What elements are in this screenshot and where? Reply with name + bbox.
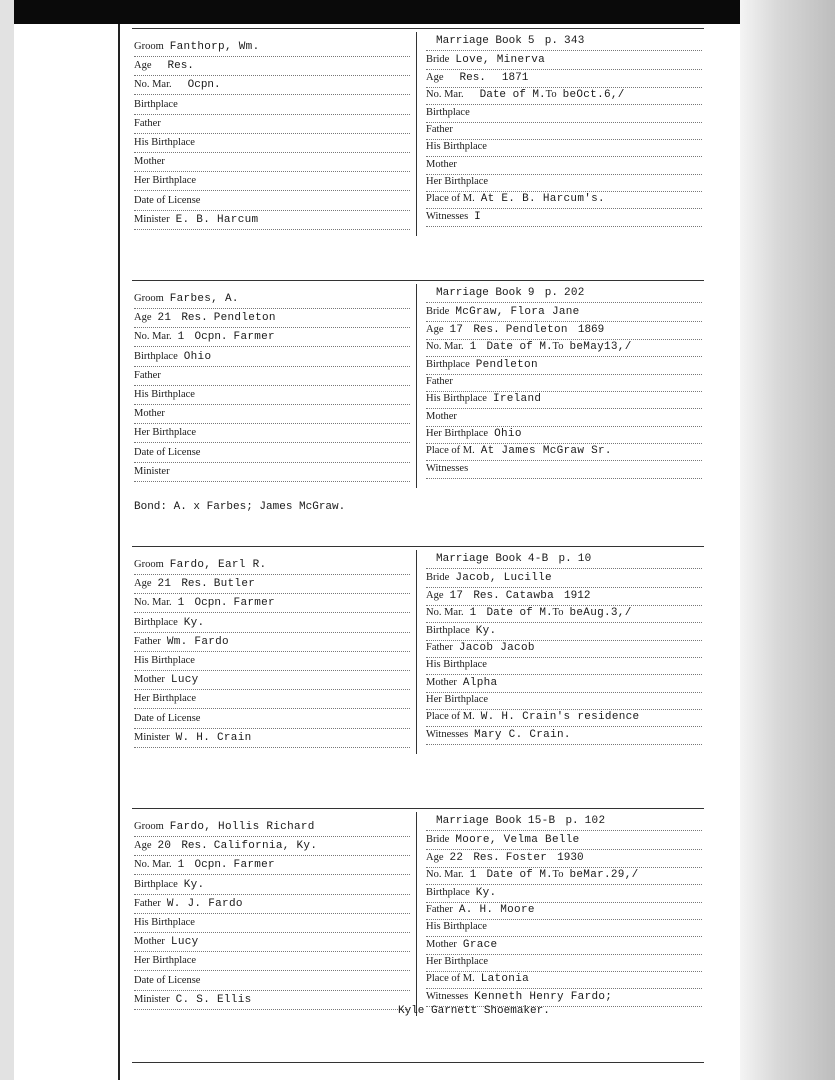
- father-label: Father: [134, 369, 161, 381]
- groom-field-row: [134, 972, 410, 991]
- bride-no-mar: 1: [469, 869, 477, 882]
- groom-field-row: [134, 115, 410, 134]
- date-of-m-label: Date of M.: [486, 607, 553, 620]
- groom-age: 21: [157, 312, 172, 325]
- minister-label: Minister: [134, 993, 170, 1005]
- ocpn-label: Ocpn.: [187, 79, 221, 92]
- groom-field-row: [134, 933, 410, 952]
- bride-name: McGraw, Flora Jane: [455, 306, 580, 319]
- groom-name: Farbes, A.: [169, 293, 239, 305]
- birthplace-label: Birthplace: [426, 624, 470, 636]
- witnesses-label: Witnesses: [426, 462, 469, 474]
- bride-res: Foster: [505, 851, 548, 864]
- marriage-date: beMay13,/: [569, 341, 632, 354]
- witnesses-label: Witnesses: [426, 210, 469, 222]
- bride-field-row: [426, 321, 702, 340]
- groom-field-row: [134, 671, 410, 690]
- ocpn-label: Ocpn.: [194, 331, 228, 344]
- age-label: Age: [134, 578, 152, 590]
- date-of-m-label: Date of M.: [486, 341, 553, 354]
- groom-no-mar: 1: [177, 597, 185, 610]
- bride-res: Pendleton: [505, 323, 568, 336]
- record-year: 1871: [501, 71, 529, 84]
- mother-label: Mother: [426, 938, 457, 950]
- scan-top-border: [0, 0, 835, 24]
- book-number: 5: [527, 35, 535, 47]
- bride-name: Moore, Velma Belle: [455, 834, 580, 847]
- record-year: 1869: [577, 323, 605, 336]
- groom-res: Pendleton: [213, 312, 276, 325]
- bride-no-mar: 1: [469, 341, 477, 354]
- page-number: 202: [563, 287, 585, 299]
- bride-field-row: [426, 866, 702, 885]
- bride-field-row: [426, 356, 702, 375]
- bride-field-row: [426, 390, 702, 409]
- no-mar-label: No. Mar.: [134, 859, 172, 871]
- groom-field-row: [134, 633, 410, 652]
- bride-field-row: [426, 32, 702, 51]
- page-number: 10: [577, 553, 592, 565]
- birthplace-label: Birthplace: [134, 350, 178, 362]
- groom-field-row: [134, 690, 410, 709]
- his-birthplace-label: His Birthplace: [426, 141, 487, 153]
- groom-label: Groom: [134, 293, 164, 304]
- groom-field-row: [134, 153, 410, 172]
- no-mar-label: No. Mar.: [426, 869, 464, 881]
- groom-field-row: [134, 96, 410, 115]
- groom-minister: C. S. Ellis: [175, 993, 252, 1006]
- bride-field-row: [426, 460, 702, 479]
- groom-field-row: [134, 614, 410, 633]
- his-birthplace-label: His Birthplace: [134, 389, 195, 400]
- groom-field-row: [134, 172, 410, 191]
- mother-label: Mother: [134, 156, 165, 168]
- witnesses-label: Witnesses: [426, 728, 469, 740]
- place-of-marriage: Latonia: [480, 973, 530, 986]
- bride-name: Love, Minerva: [455, 54, 546, 67]
- her-birthplace-label: Her Birthplace: [426, 176, 489, 187]
- bride-field-row: [426, 104, 702, 123]
- groom-field-row: [134, 463, 410, 482]
- groom-field-row: [134, 367, 410, 386]
- no-mar-label: No. Mar.: [134, 79, 172, 91]
- birthplace-label: Birthplace: [134, 616, 178, 628]
- father-label: Father: [134, 897, 161, 909]
- book-number: 4-B: [527, 553, 549, 565]
- bride-field-row: [426, 901, 702, 920]
- no-mar-label: No. Mar.: [426, 89, 464, 101]
- page-number: 102: [584, 815, 606, 827]
- age-label: Age: [426, 323, 444, 335]
- ocpn-label: Ocpn.: [194, 859, 228, 872]
- father-label: Father: [426, 641, 453, 653]
- bride-field-row: [426, 831, 702, 850]
- no-mar-label: No. Mar.: [134, 331, 172, 343]
- bride-field-row: [426, 604, 702, 623]
- her-birthplace-label: Her Birthplace: [134, 427, 197, 439]
- place-of-m-label: Place of M.: [426, 193, 475, 205]
- marriage-book-label: Marriage Book: [436, 35, 522, 47]
- his-birthplace-label: His Birthplace: [426, 659, 487, 671]
- groom-age: 21: [157, 578, 172, 591]
- date-of-m-label: Date of M.: [486, 869, 553, 882]
- date-of-license-label: Date of License: [134, 712, 201, 724]
- groom-birthplace: Ohio: [183, 350, 212, 363]
- place-of-m-label: Place of M.: [426, 973, 475, 985]
- groom-field-row: [134, 211, 410, 230]
- groom-ocpn: Farmer: [233, 859, 275, 872]
- groom-name: Fardo, Earl R.: [169, 559, 267, 571]
- bride-field-row: [426, 284, 702, 303]
- bride-father: A. H. Moore: [458, 903, 535, 916]
- bride-no-mar: 1: [469, 607, 477, 620]
- extra-witness: Kyle Garnett Shoemaker.: [398, 1005, 550, 1017]
- father-label: Father: [134, 635, 161, 647]
- bride-field-row: [426, 587, 702, 606]
- bride-field-row: [426, 69, 702, 88]
- res-label: Res.: [181, 578, 208, 591]
- marriage-book-label: Marriage Book: [436, 287, 522, 299]
- bride-field-row: [426, 550, 702, 569]
- groom-field-row: [134, 405, 410, 424]
- bride-field-row: [426, 884, 702, 903]
- marriage-book-label: Marriage Book: [436, 553, 522, 565]
- bride-field-row: [426, 569, 702, 588]
- bride-field-row: [426, 86, 702, 105]
- bride-field-row: [426, 408, 702, 427]
- mother-label: Mother: [134, 408, 165, 420]
- age-label: Age: [134, 312, 152, 324]
- bride-name: Jacob, Lucille: [455, 572, 552, 585]
- bride-label: Bride: [426, 54, 450, 66]
- groom-field-row: [134, 57, 410, 76]
- marriage-date: beAug.3,/: [569, 607, 632, 620]
- her-birthplace-label: Her Birthplace: [426, 694, 489, 705]
- groom-label: Groom: [134, 559, 164, 570]
- groom-field-row: [134, 328, 410, 347]
- no-mar-label: No. Mar.: [426, 607, 464, 619]
- bride-field-row: [426, 373, 702, 392]
- res-label: Res.: [473, 323, 500, 336]
- groom-field-row: [134, 424, 410, 443]
- groom-birthplace: Ky.: [183, 616, 205, 629]
- bride-label: Bride: [426, 572, 450, 584]
- bride-field-row: [426, 190, 702, 209]
- bride-father: Jacob Jacob: [458, 641, 535, 654]
- record-divider: [416, 812, 417, 1016]
- groom-minister: E. B. Harcum: [175, 213, 259, 226]
- his-birthplace-label: His Birthplace: [134, 137, 195, 148]
- bride-field-row: [426, 442, 702, 461]
- mother-label: Mother: [426, 158, 457, 170]
- groom-no-mar: 1: [177, 859, 185, 872]
- his-birthplace-label: His Birthplace: [426, 921, 487, 933]
- page-label: p.: [565, 815, 579, 827]
- res-label: Res.: [167, 60, 194, 73]
- groom-no-mar: 1: [177, 331, 185, 344]
- bride-age: 22: [449, 851, 464, 864]
- place-of-marriage: W. H. Crain's residence: [480, 711, 640, 724]
- groom-mother: Lucy: [170, 936, 199, 949]
- to-label: To: [552, 607, 564, 619]
- book-number: 15-B: [527, 815, 556, 827]
- his-birthplace-label: His Birthplace: [134, 655, 195, 666]
- bride-field-row: [426, 303, 702, 322]
- groom-age: 20: [157, 840, 172, 853]
- bride-label: Bride: [426, 306, 450, 318]
- her-birthplace-label: Her Birthplace: [426, 956, 489, 967]
- record-separator: [132, 808, 704, 809]
- mother-label: Mother: [134, 674, 165, 686]
- groom-name: Fanthorp, Wm.: [169, 41, 260, 53]
- age-label: Age: [134, 60, 152, 72]
- groom-field-row: [134, 710, 410, 729]
- groom-field-row: [134, 444, 410, 463]
- groom-field-row: [134, 386, 410, 405]
- place-of-m-label: Place of M.: [426, 711, 475, 723]
- record-separator: [132, 1062, 704, 1063]
- his-birthplace-label: His Birthplace: [134, 917, 195, 928]
- bride-field-row: [426, 338, 702, 357]
- birthplace-label: Birthplace: [426, 886, 470, 898]
- bride-field-row: [426, 936, 702, 955]
- page-label: p.: [544, 287, 558, 299]
- date-of-license-label: Date of License: [134, 194, 201, 206]
- witnesses: I: [474, 210, 482, 223]
- record-divider: [416, 32, 417, 236]
- groom-field-row: [134, 134, 410, 153]
- birthplace-label: Birthplace: [426, 106, 470, 118]
- record-year: 1930: [557, 851, 584, 864]
- bride-field-row: [426, 622, 702, 641]
- bride-field-row: [426, 691, 702, 710]
- bride-field-row: [426, 970, 702, 989]
- bride-his-birthplace: Ireland: [492, 393, 542, 406]
- groom-field-row: [134, 729, 410, 748]
- age-label: Age: [426, 851, 444, 863]
- groom-field-row: [134, 876, 410, 895]
- to-label: To: [545, 89, 557, 101]
- birthplace-label: Birthplace: [134, 878, 178, 890]
- marriage-book-label: Marriage Book: [436, 815, 522, 827]
- bride-birthplace: Ky.: [475, 886, 497, 899]
- groom-mother: Lucy: [170, 674, 199, 687]
- groom-field-row: [134, 991, 410, 1010]
- his-birthplace-label: His Birthplace: [426, 393, 487, 405]
- no-mar-label: No. Mar.: [426, 341, 464, 353]
- father-label: Father: [426, 375, 453, 387]
- groom-birthplace: Ky.: [183, 878, 205, 891]
- bride-her-birthplace: Ohio: [494, 428, 522, 440]
- bride-field-row: [426, 674, 702, 693]
- groom-label: Groom: [134, 821, 164, 832]
- date-of-m-label: Date of M.: [479, 89, 546, 102]
- bond-note: Bond: A. x Farbes; James McGraw.: [134, 501, 346, 513]
- bride-field-row: [426, 656, 702, 675]
- to-label: To: [552, 869, 564, 881]
- res-label: Res.: [473, 589, 500, 602]
- bride-birthplace: Pendleton: [475, 358, 538, 371]
- place-of-marriage: At E. B. Harcum's.: [480, 193, 605, 206]
- groom-field-row: [134, 952, 410, 971]
- her-birthplace-label: Her Birthplace: [134, 955, 197, 967]
- groom-father: Wm. Fardo: [166, 635, 229, 648]
- groom-field-row: [134, 38, 410, 57]
- scan-right-edge: [740, 0, 835, 1080]
- groom-field-row: [134, 856, 410, 875]
- bride-field-row: [426, 156, 702, 175]
- bride-field-row: [426, 173, 702, 192]
- book-number: 9: [527, 287, 535, 299]
- no-mar-label: No. Mar.: [134, 597, 172, 609]
- bride-age: 17: [449, 589, 464, 602]
- bride-field-row: [426, 425, 702, 444]
- groom-field-row: [134, 575, 410, 594]
- marriage-date: beMar.29,/: [569, 869, 639, 882]
- record-divider: [416, 284, 417, 488]
- bride-res: Catawba: [505, 589, 555, 602]
- witnesses-label: Witnesses: [426, 990, 469, 1002]
- her-birthplace-label: Her Birthplace: [134, 693, 197, 705]
- witnesses: Kenneth Henry Fardo;: [474, 990, 613, 1003]
- groom-field-row: [134, 309, 410, 328]
- her-birthplace-label: Her Birthplace: [134, 175, 197, 187]
- age-label: Age: [134, 840, 152, 852]
- bride-field-row: [426, 51, 702, 70]
- groom-field-row: [134, 837, 410, 856]
- groom-res: Butler: [213, 578, 256, 591]
- her-birthplace-label: Her Birthplace: [426, 428, 489, 439]
- minister-label: Minister: [134, 731, 170, 743]
- page-number: 343: [563, 35, 585, 47]
- groom-field-row: [134, 895, 410, 914]
- record-separator: [132, 28, 704, 29]
- to-label: To: [552, 341, 564, 353]
- bride-mother: Grace: [462, 938, 498, 951]
- bride-field-row: [426, 708, 702, 727]
- bride-field-row: [426, 138, 702, 157]
- mother-label: Mother: [426, 410, 457, 422]
- age-label: Age: [426, 589, 444, 601]
- bride-field-row: [426, 639, 702, 658]
- marriage-date: beOct.6,/: [562, 89, 625, 102]
- date-of-license-label: Date of License: [134, 446, 201, 458]
- page-label: p.: [544, 35, 558, 47]
- groom-field-row: [134, 556, 410, 575]
- birthplace-label: Birthplace: [134, 98, 178, 110]
- res-label: Res.: [181, 312, 208, 325]
- mother-label: Mother: [426, 676, 457, 688]
- bride-field-row: [426, 121, 702, 140]
- bride-field-row: [426, 208, 702, 227]
- page-label: p.: [558, 553, 572, 565]
- record-separator: [132, 280, 704, 281]
- groom-field-row: [134, 818, 410, 837]
- minister-label: Minister: [134, 213, 170, 225]
- bride-birthplace: Ky.: [475, 624, 497, 637]
- groom-field-row: [134, 594, 410, 613]
- record-separator: [132, 546, 704, 547]
- place-of-m-label: Place of M.: [426, 445, 475, 457]
- res-label: Res.: [459, 71, 486, 84]
- age-label: Age: [426, 71, 444, 83]
- record-year: 1912: [564, 589, 591, 602]
- bride-mother: Alpha: [462, 676, 498, 689]
- groom-ocpn: Farmer: [233, 331, 275, 344]
- birthplace-label: Birthplace: [426, 358, 470, 370]
- date-of-license-label: Date of License: [134, 974, 201, 986]
- groom-father: W. J. Fardo: [166, 897, 243, 910]
- mother-label: Mother: [134, 936, 165, 948]
- bride-label: Bride: [426, 834, 450, 846]
- groom-label: Groom: [134, 41, 164, 52]
- binding-line: [118, 24, 120, 1080]
- groom-field-row: [134, 290, 410, 309]
- groom-field-row: [134, 192, 410, 211]
- groom-field-row: [134, 348, 410, 367]
- bride-field-row: [426, 849, 702, 868]
- groom-field-row: [134, 76, 410, 95]
- witnesses: Mary C. Crain.: [474, 728, 571, 741]
- record-divider: [416, 550, 417, 754]
- bride-field-row: [426, 988, 702, 1007]
- father-label: Father: [134, 117, 161, 129]
- scan-left-edge: [0, 0, 14, 1080]
- father-label: Father: [426, 123, 453, 135]
- bride-field-row: [426, 726, 702, 745]
- groom-field-row: [134, 652, 410, 671]
- bride-field-row: [426, 812, 702, 831]
- minister-label: Minister: [134, 465, 170, 477]
- bride-age: 17: [449, 323, 464, 336]
- groom-ocpn: Farmer: [233, 597, 275, 610]
- father-label: Father: [426, 903, 453, 915]
- groom-name: Fardo, Hollis Richard: [169, 821, 315, 833]
- res-label: Res.: [473, 851, 500, 864]
- place-of-marriage: At James McGraw Sr.: [480, 445, 612, 458]
- bride-field-row: [426, 918, 702, 937]
- res-label: Res.: [181, 840, 208, 853]
- groom-field-row: [134, 914, 410, 933]
- groom-minister: W. H. Crain: [175, 731, 252, 744]
- bride-field-row: [426, 953, 702, 972]
- ocpn-label: Ocpn.: [194, 597, 228, 610]
- groom-res: California, Ky.: [213, 840, 318, 853]
